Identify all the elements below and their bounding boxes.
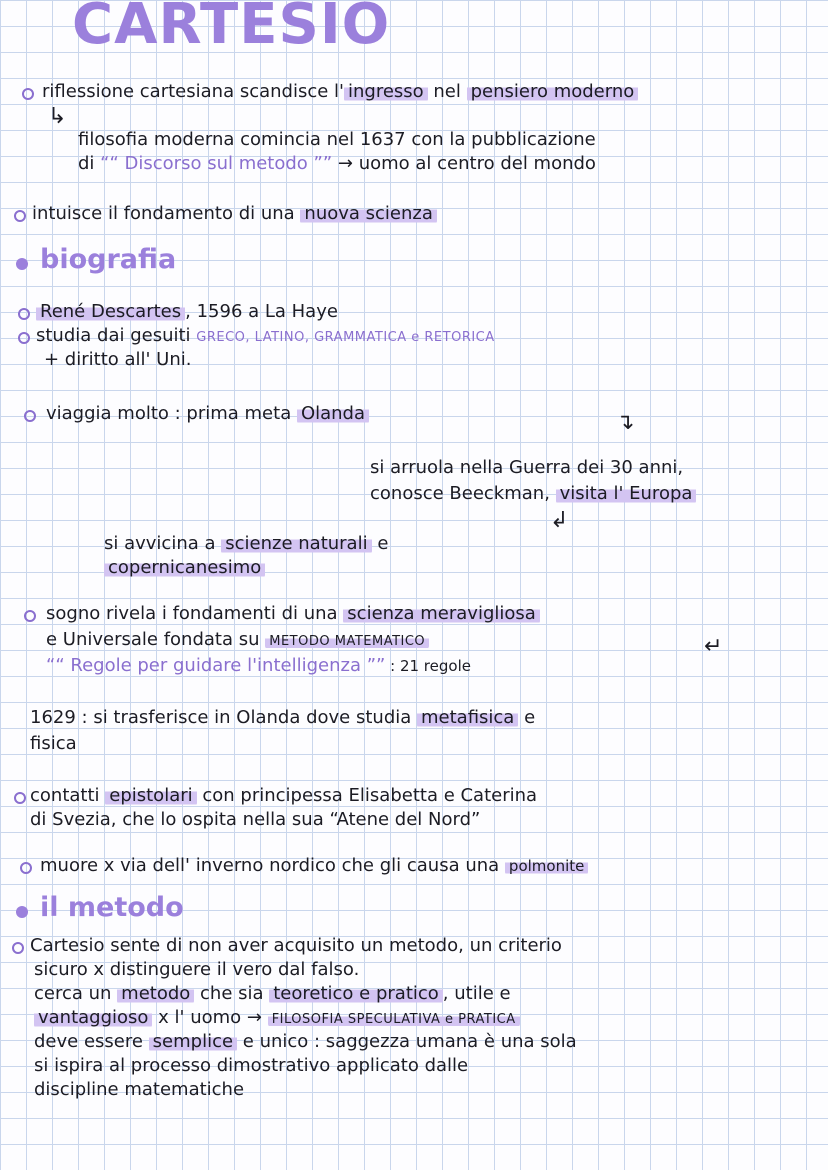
- bullet-dot: [14, 210, 26, 222]
- bio-copernicus: copernicanesimo: [104, 556, 265, 580]
- bio-sciences: si avvicina a scienze naturali e: [104, 533, 389, 554]
- bio-war: si arruola nella Guerra dei 30 anni,: [370, 457, 684, 478]
- metodo-line-1: Cartesio sente di non aver acquisito un metodo, un criterio: [30, 935, 562, 956]
- arrow-down-icon: ↵: [704, 634, 723, 659]
- bio-1629-line-2: fisica: [30, 733, 77, 754]
- bullet-dot: [24, 410, 36, 422]
- bullet-dot: [22, 88, 34, 100]
- bio-travel: viaggia molto : prima meta Olanda: [46, 402, 369, 426]
- intro-sub-line-1: filosofia moderna comincia nel 1637 con la pubblicazione: [78, 129, 596, 150]
- bio-studies: studia dai gesuiti GRECO, LATINO, GRAMMATICA e RETORICA: [36, 325, 495, 346]
- metodo-line-5: deve essere semplice e unico : saggezza umana è una sola: [34, 1031, 577, 1052]
- heading-bullet: [16, 258, 28, 270]
- bio-dream: sogno rivela i fondamenti di una scienza meravigliosa: [46, 602, 540, 626]
- section-heading-biografia: biografia: [40, 244, 177, 275]
- bio-1629: 1629 : si trasferisce in Olanda dove studia metafisica e: [30, 707, 536, 728]
- bullet-dot: [24, 610, 36, 622]
- bio-letters: contatti epistolari con principessa Elisabetta e Caterina: [30, 785, 538, 806]
- metodo-line-4: vantaggioso x l' uomo → FILOSOFIA SPECULATIVA e PRATICA: [34, 1006, 520, 1032]
- bio-birth: René Descartes , 1596 a La Haye: [36, 300, 338, 324]
- page-title: CARTESIO: [72, 0, 391, 57]
- bio-studies-cont: + diritto all' Uni.: [44, 349, 192, 370]
- arrow-down-icon: ↴: [616, 410, 635, 435]
- bullet-dot: [18, 332, 30, 344]
- bio-dream-line-2: e Universale fondata su METODO MATEMATICO: [46, 628, 429, 654]
- section-heading-metodo: il metodo: [40, 892, 184, 923]
- metodo-line-3: cerca un metodo che sia teoretico e pratico , utile e: [34, 983, 511, 1004]
- bio-rules: ““ Regole per guidare l'intelligenza ”” : 21 regole: [46, 655, 471, 676]
- bullet-dot: [20, 862, 32, 874]
- bullet-dot: [14, 792, 26, 804]
- bullet-dot: [12, 942, 24, 954]
- bio-beeckman: conosce Beeckman, visita l' Europa: [370, 482, 696, 506]
- intro-sub-line-2: di ““ Discorso sul metodo ”” → uomo al centro del mondo: [78, 153, 596, 174]
- heading-bullet: [16, 906, 28, 918]
- arrow-back-icon: ↲: [550, 508, 569, 533]
- bullet-dot: [18, 308, 30, 320]
- metodo-line-7: discipline matematiche: [34, 1079, 245, 1100]
- intro-bullet-2: intuisce il fondamento di una nuova scienza: [32, 202, 437, 226]
- bio-death: muore x via dell' inverno nordico che gli causa una polmonite: [40, 854, 588, 878]
- intro-bullet-1: riflessione cartesiana scandisce l' ingresso nel pensiero moderno: [42, 80, 638, 104]
- metodo-line-2: sicuro x distinguere il vero dal falso.: [34, 959, 360, 980]
- metodo-line-6: si ispira al processo dimostrativo applicato dalle: [34, 1055, 469, 1076]
- bio-letters-line-2: di Svezia, che lo ospita nella sua “Atene del Nord”: [30, 809, 481, 830]
- curved-arrow-icon: ↳: [48, 104, 67, 129]
